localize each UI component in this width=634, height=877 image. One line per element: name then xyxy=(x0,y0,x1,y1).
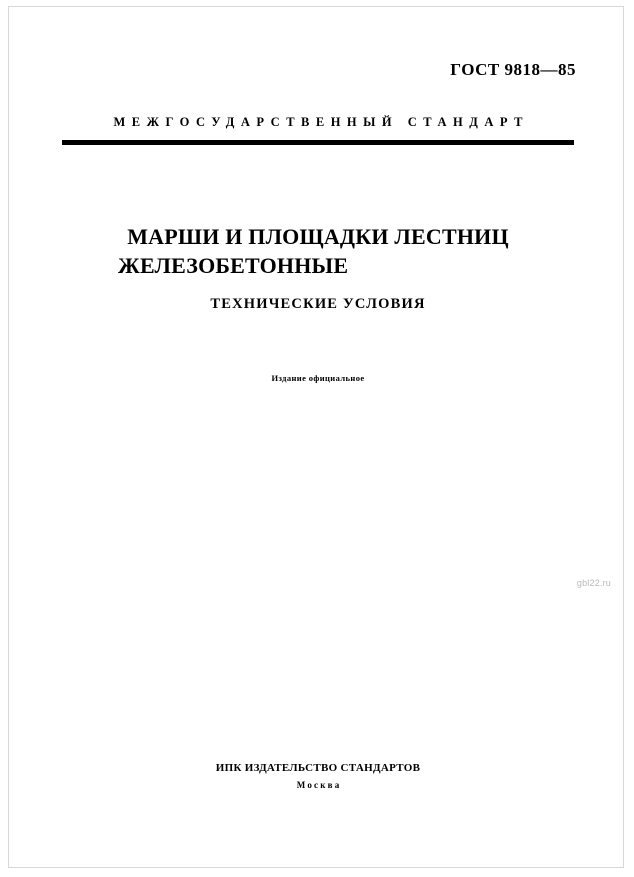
page-border xyxy=(8,6,624,868)
page-subtitle: ТЕХНИЧЕСКИЕ УСЛОВИЯ xyxy=(210,296,426,312)
publisher-name: ИПК ИЗДАТЕЛЬСТВО СТАНДАРТОВ xyxy=(215,762,421,774)
publisher-city: Москва xyxy=(296,780,342,790)
watermark-text: gbl22.ru xyxy=(576,578,611,588)
edition-note: Издание официальное xyxy=(271,373,365,383)
standard-number: ГОСТ 9818—85 xyxy=(450,60,576,79)
page-title-line-2: ЖЕЛЕЗОБЕТОННЫЕ xyxy=(118,253,349,278)
header-divider-rule xyxy=(62,140,574,145)
standard-type-label: МЕЖГОСУДАРСТВЕННЫЙ СТАНДАРТ xyxy=(113,115,530,129)
page-title xyxy=(62,222,574,280)
page-title-line-1: МАРШИ И ПЛОЩАДКИ ЛЕСТНИЦ xyxy=(127,224,509,249)
